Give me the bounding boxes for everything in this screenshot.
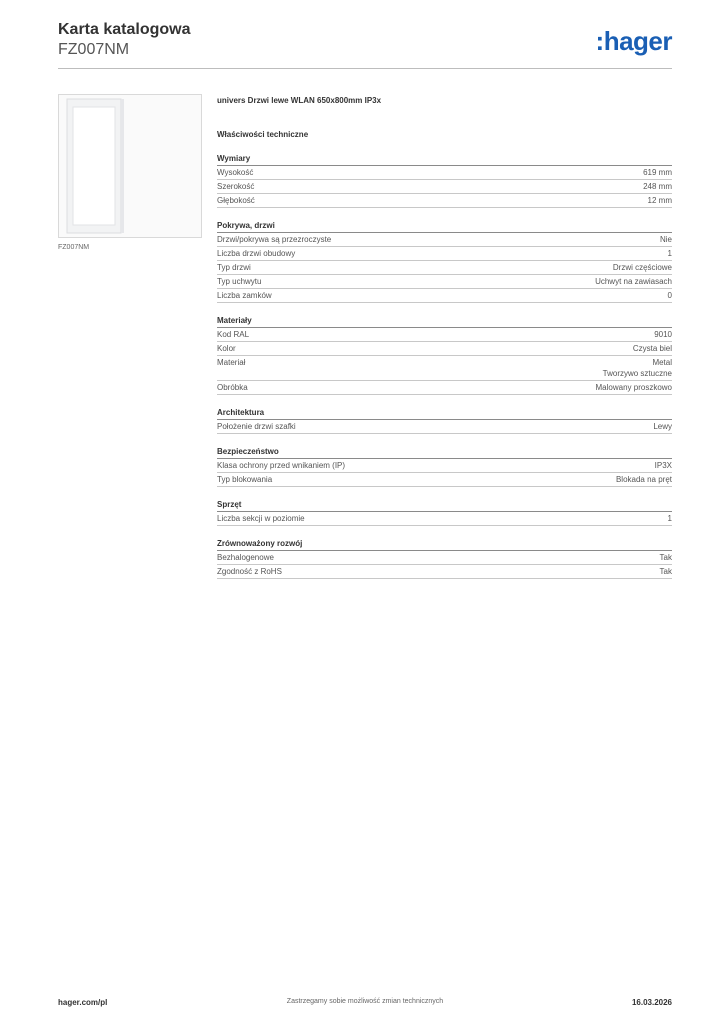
spec-value [668, 513, 672, 524]
spec-value [643, 181, 672, 192]
spec-value-line: Uchwyt na zawiasach [595, 277, 672, 286]
spec-row [217, 180, 672, 194]
spec-label: Głębokość [217, 196, 255, 205]
spec-value [660, 234, 672, 245]
technical-properties-heading: Właściwości techniczne [217, 130, 309, 139]
spec-value-line: Malowany proszkowo [595, 383, 672, 392]
spec-value [613, 262, 672, 273]
spec-row [217, 166, 672, 180]
spec-group-title: Materiały [217, 315, 672, 328]
spec-value-line: 9010 [654, 330, 672, 339]
spec-value-line: 1 [667, 249, 672, 258]
spec-value-line: 1 [667, 514, 672, 523]
page-header [58, 20, 672, 60]
spec-value [596, 382, 672, 393]
spec-row [217, 551, 672, 565]
spec-label: Obróbka [217, 383, 248, 392]
spec-value-line: Tak [659, 567, 672, 576]
spec-value-line: Lewy [653, 422, 672, 431]
spec-group-title: Architektura [217, 407, 672, 420]
spec-label: Liczba sekcji w poziomie [217, 514, 305, 523]
spec-value-line: Metal [652, 358, 672, 367]
spec-label: Zgodność z RoHS [217, 567, 282, 576]
spec-value-line: Nie [659, 235, 672, 244]
spec-value-line: Drzwi częściowe [612, 263, 672, 272]
spec-value [643, 167, 672, 178]
spec-value-line: 12 mm [647, 196, 672, 205]
spec-value-line: 0 [667, 291, 672, 300]
spec-value [633, 343, 672, 354]
spec-group-title: Sprzęt [217, 499, 672, 512]
document-title: Karta katalogowa [58, 21, 191, 38]
footer-website-link[interactable]: hager.com/pl [58, 998, 108, 1007]
header-divider [58, 68, 672, 69]
footer-disclaimer: Zastrzegamy sobie możliwość zmian technicznych [286, 998, 444, 1005]
product-name: univers Drzwi lewe WLAN 650x800mm IP3x [217, 96, 382, 105]
spec-row [217, 512, 672, 526]
spec-group [217, 407, 672, 434]
spec-label: Wysokość [217, 168, 254, 177]
product-image [58, 94, 202, 238]
spec-group-title: Wymiary [217, 153, 672, 166]
spec-label: Liczba zamków [217, 291, 272, 300]
spec-row [217, 356, 672, 381]
spec-group [217, 446, 672, 487]
spec-value-line: Blokada na pręt [615, 475, 672, 484]
spec-value [660, 566, 672, 577]
footer-date: 16.03.2026 [631, 998, 672, 1007]
spec-row [217, 381, 672, 395]
spec-value-line: Tworzywo sztuczne [602, 369, 672, 378]
spec-row [217, 342, 672, 356]
spec-group [217, 220, 672, 303]
door-panel-illustration [59, 95, 201, 237]
spec-row [217, 261, 672, 275]
spec-value-line: Tak [659, 553, 672, 562]
spec-label: Liczba drzwi obudowy [217, 249, 296, 258]
image-caption: FZ007NM [58, 244, 90, 251]
spec-value [616, 474, 672, 485]
spec-label: Bezhalogenowe [217, 553, 274, 562]
spec-label: Kolor [217, 344, 236, 353]
spec-row [217, 420, 672, 434]
spec-label: Materiał [217, 358, 246, 367]
spec-row [217, 328, 672, 342]
spec-row [217, 247, 672, 261]
spec-label: Typ drzwi [217, 263, 251, 272]
spec-group-title: Pokrywa, drzwi [217, 220, 672, 233]
spec-label: Typ blokowania [217, 475, 273, 484]
spec-row [217, 565, 672, 579]
spec-label: Szerokość [217, 182, 255, 191]
spec-value [655, 460, 672, 471]
spec-label: Klasa ochrony przed wnikaniem (IP) [217, 461, 346, 470]
spec-value [654, 329, 672, 340]
spec-value-line: 248 mm [643, 182, 672, 191]
spec-value-line: 619 mm [643, 168, 672, 177]
spec-value-line: Czysta biel [632, 344, 672, 353]
specification-panel [217, 95, 672, 579]
hager-logo: :hager [595, 26, 672, 56]
spec-group [217, 538, 672, 579]
spec-row [217, 233, 672, 247]
spec-label: Drzwi/pokrywa są przezroczyste [217, 235, 332, 244]
spec-value [668, 248, 672, 259]
spec-value [660, 552, 672, 563]
spec-value [648, 195, 672, 206]
spec-groups [217, 153, 672, 579]
spec-row [217, 459, 672, 473]
spec-label: Typ uchwytu [217, 277, 262, 286]
spec-group [217, 315, 672, 395]
spec-group [217, 153, 672, 208]
product-code: FZ007NM [58, 41, 130, 58]
spec-value-line: IP3X [654, 461, 672, 470]
spec-value [595, 276, 672, 287]
logo-text: hager [603, 26, 672, 56]
spec-value [668, 290, 672, 301]
spec-row [217, 473, 672, 487]
spec-group [217, 499, 672, 526]
spec-row [217, 194, 672, 208]
spec-label: Położenie drzwi szafki [217, 422, 296, 431]
spec-label: Kod RAL [217, 330, 250, 339]
spec-row [217, 275, 672, 289]
spec-row [217, 289, 672, 303]
spec-group-title: Bezpieczeństwo [217, 446, 672, 459]
spec-group-title: Zrównoważony rozwój [217, 538, 672, 551]
spec-value [653, 421, 672, 432]
spec-value [603, 357, 672, 379]
